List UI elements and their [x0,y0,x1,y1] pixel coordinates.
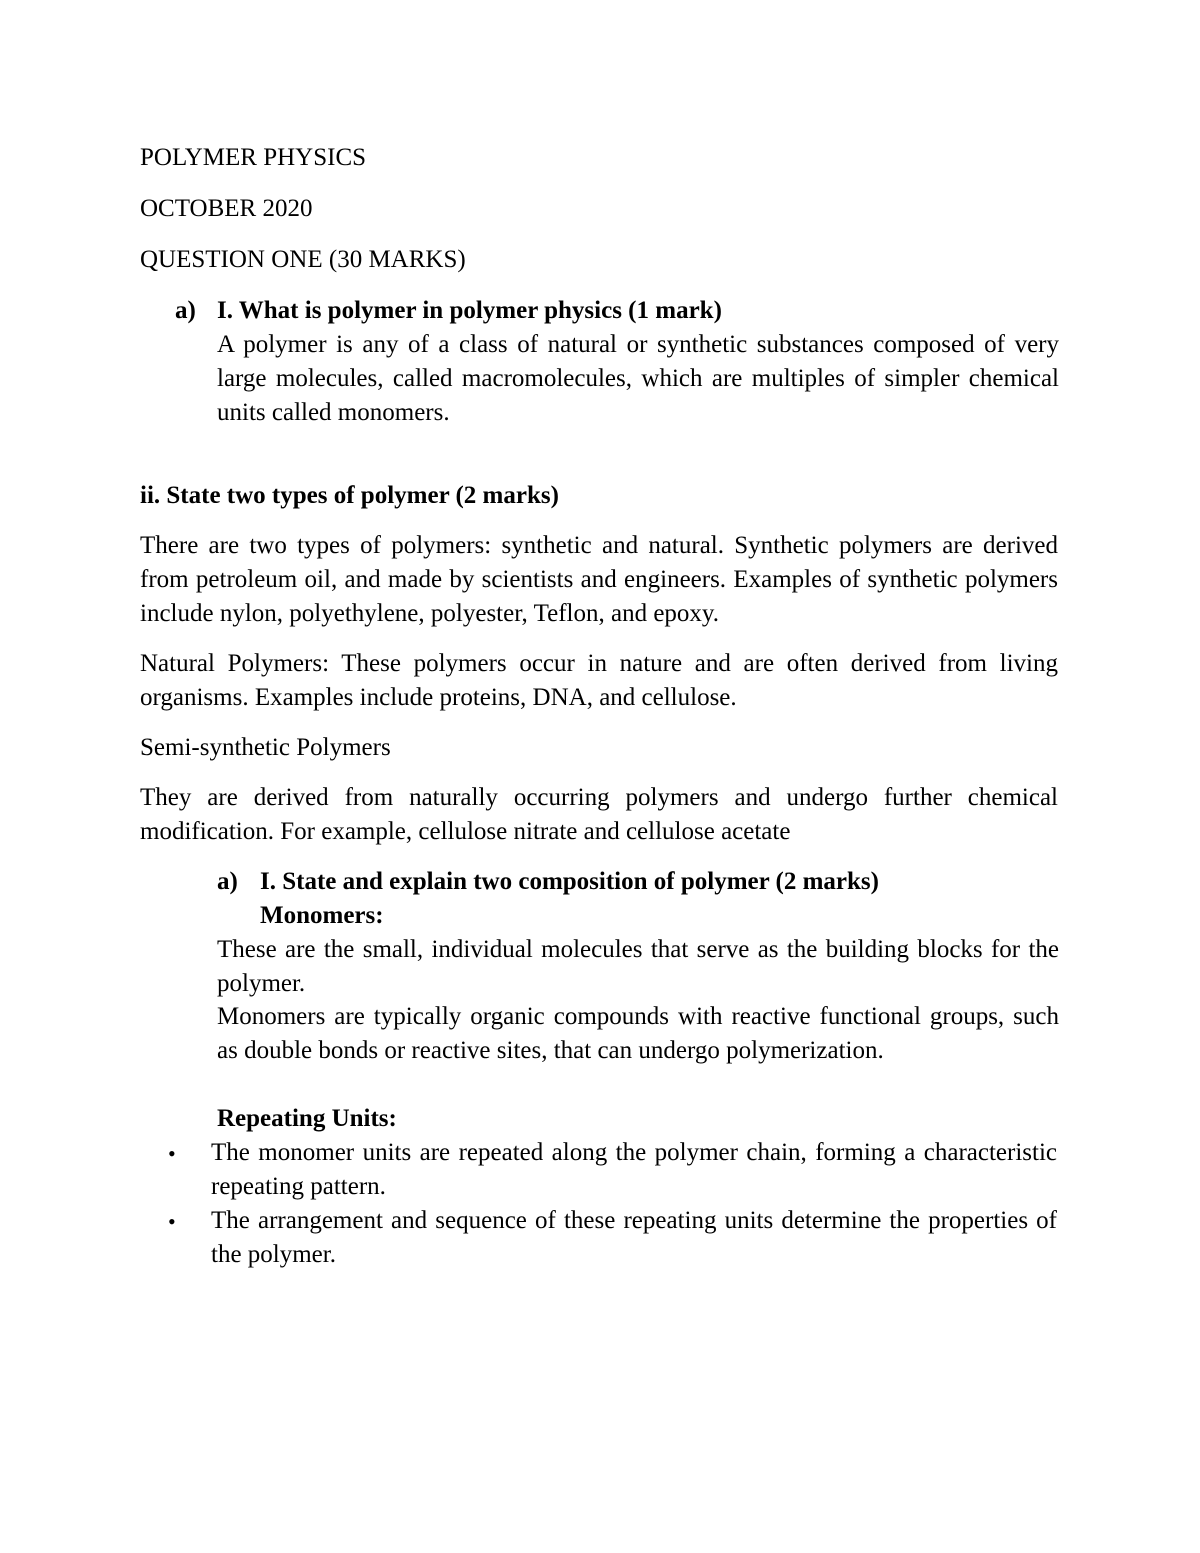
course-title: POLYMER PHYSICS [140,144,367,171]
repeating-units-bullet-2: The arrangement and sequence of these repeating units determine the properties of the polymer. [211,1207,1057,1268]
semi-synthetic-heading: Semi-synthetic Polymers [140,734,391,761]
question-1b-title: I. State and explain two composition of polymer (2 marks) [260,868,879,895]
question-1a-title: I. What is polymer in polymer physics (1 mark) [217,297,722,324]
question-1aii-title: ii. State two types of polymer (2 marks) [140,482,559,509]
natural-polymers-paragraph: Natural Polymers: These polymers occur in nature and are often derived from living organisms. Examples include proteins, DNA, and cellulose. [140,650,1058,711]
question-1a-answer: A polymer is any of a class of natural or synthetic substances composed of very large molecules, called macromolecules, which are multiples of simpler chemical units called monomers. [217,331,1059,426]
types-paragraph: There are two types of polymers: synthetic and natural. Synthetic polymers are derived from petroleum oil, and made by scientists and engineers. Examples of synthetic polymers include nylon, polyethylene, polyester, Teflon, and epoxy. [140,532,1058,627]
list-marker-a: a) [175,297,196,324]
repeating-units-bullet-1: The monomer units are repeated along the polymer chain, forming a characteristic repeating pattern. [211,1139,1057,1200]
question-heading: QUESTION ONE (30 MARKS) [140,246,466,273]
semi-synthetic-paragraph: They are derived from naturally occurring polymers and undergo further chemical modification. For example, cellulose nitrate and cellulose acetate [140,784,1058,845]
monomers-paragraph-2: Monomers are typically organic compounds with reactive functional groups, such as double bonds or reactive sites, that can undergo polymerization. [217,1003,1059,1064]
monomers-heading: Monomers: [260,902,384,929]
repeating-units-heading: Repeating Units: [217,1105,397,1132]
monomers-paragraph-1: These are the small, individual molecules that serve as the building blocks for the polymer. [217,936,1059,997]
bullet-icon: • [168,1209,176,1234]
list-marker-a-2: a) [217,868,238,895]
exam-date: OCTOBER 2020 [140,195,313,222]
bullet-icon: • [168,1141,176,1166]
